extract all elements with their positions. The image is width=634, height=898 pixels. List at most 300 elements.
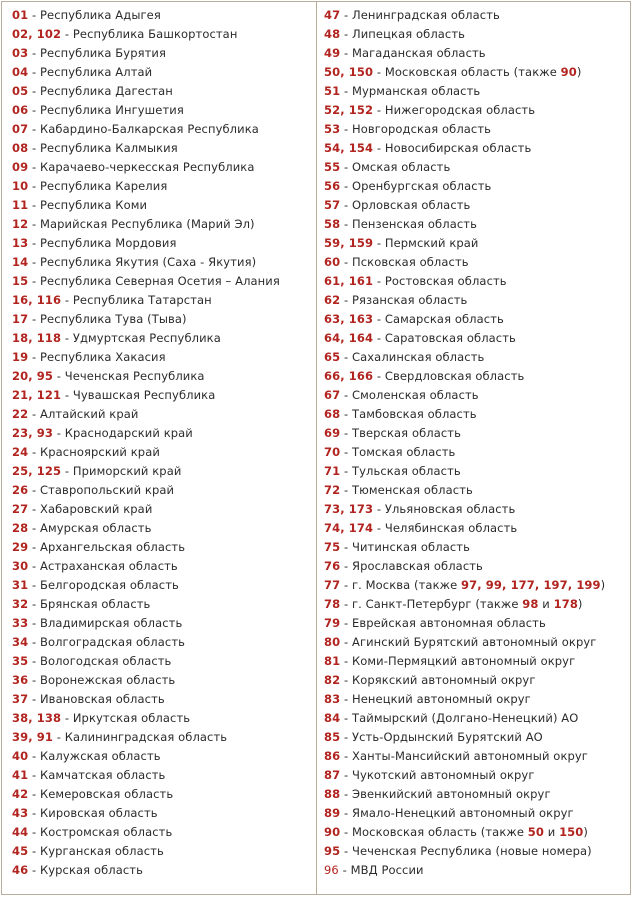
separator: - [340,673,352,687]
alt-code: 50 [527,825,544,839]
region-code: 13 [12,236,29,250]
region-row [324,443,630,462]
separator: - [340,464,352,478]
region-code: 70 [324,445,341,459]
region-name: Республика Татарстан [72,293,212,307]
separator: - [28,692,40,706]
region-row [324,576,630,595]
region-row [324,671,630,690]
region-row [12,652,314,671]
region-code: 52, 152 [324,103,374,117]
region-code: 56 [324,179,341,193]
region-code: 12 [12,217,29,231]
separator: - [340,597,352,611]
separator: - [28,445,40,459]
separator: - [28,217,40,231]
separator: - [28,578,40,592]
separator: - [340,445,352,459]
region-name: Республика Дагестан [39,84,173,98]
region-code: 32 [12,597,29,611]
separator: - [340,198,352,212]
region-row [12,367,314,386]
region-code: 05 [12,84,29,98]
right-column [324,6,630,880]
region-row [324,215,630,234]
region-code: 67 [324,388,341,402]
separator: - [373,369,385,383]
region-code: 80 [324,635,341,649]
separator: - [61,464,73,478]
separator: - [28,635,40,649]
region-name: Новосибирская область [384,141,532,155]
region-code: 86 [324,749,341,763]
separator: - [28,141,40,155]
separator: - [28,483,40,497]
region-row [12,405,314,424]
region-code: 62 [324,293,341,307]
separator: - [373,141,385,155]
separator: - [28,274,40,288]
region-name: Кировская область [39,806,158,820]
region-row [324,253,630,272]
region-code: 24 [12,445,29,459]
region-code: 59, 159 [324,236,374,250]
region-name: Калининградская область [64,730,228,744]
left-column [12,6,314,880]
separator: - [340,293,352,307]
separator: - [28,502,40,516]
separator: - [340,160,352,174]
region-row [12,481,314,500]
region-name: Нижегородская область [384,103,536,117]
region-row [12,614,314,633]
region-name: Томская область [351,445,456,459]
separator: - [28,236,40,250]
separator: - [340,578,352,592]
region-name: Тюменская область [351,483,473,497]
region-code: 58 [324,217,341,231]
region-name: г. Москва (также [351,578,462,592]
separator: - [340,407,352,421]
region-row [12,139,314,158]
region-name: Чукотский автономный округ [351,768,535,782]
region-name: Чеченская Республика (новые номера) [351,844,592,858]
region-code: 95 [324,844,341,858]
region-code: 30 [12,559,29,573]
region-code: 55 [324,160,341,174]
region-row [324,785,630,804]
region-row [12,519,314,538]
separator: - [52,369,65,383]
region-code: 02, 102 [12,27,62,41]
region-code: 82 [324,673,341,687]
region-code: 08 [12,141,29,155]
region-code: 65 [324,350,341,364]
region-name: Кабардино-Балкарская Республика [39,122,259,136]
region-code: 04 [12,65,29,79]
region-name: Курская область [39,863,143,877]
region-code: 78 [324,597,341,611]
region-code: 64, 164 [324,331,374,345]
region-row [12,595,314,614]
region-code: 33 [12,616,29,630]
separator: - [52,730,65,744]
region-name: Алтайский край [39,407,139,421]
region-name: Рязанская область [351,293,468,307]
region-name-suffix: ) [576,65,582,79]
region-name: Ставропольский край [39,483,175,497]
region-name: Новгородская область [351,122,492,136]
region-row [324,424,630,443]
region-name: Липецкая область [351,27,466,41]
region-name-suffix: и [538,597,554,611]
region-row [324,500,630,519]
separator: - [340,692,352,706]
region-name: Приморский край [72,464,182,478]
region-code: 77 [324,578,341,592]
region-row [12,690,314,709]
region-row [12,823,314,842]
separator: - [52,426,65,440]
region-name: Удмуртская Республика [72,331,221,345]
region-name: Республика Мордовия [39,236,177,250]
region-row [324,329,630,348]
separator: - [28,255,40,269]
region-code: 20, 95 [12,369,53,383]
region-code: 84 [324,711,341,725]
region-code: 50, 150 [324,65,374,79]
separator: - [28,521,40,535]
separator: - [28,749,40,763]
region-code: 90 [324,825,341,839]
region-code: 18, 118 [12,331,62,345]
region-code: 15 [12,274,29,288]
region-code: 89 [324,806,341,820]
region-name: Сахалинская область [351,350,485,364]
region-code: 83 [324,692,341,706]
region-row [324,310,630,329]
region-row [12,329,314,348]
region-row [12,177,314,196]
separator: - [28,84,40,98]
region-row [324,272,630,291]
region-code: 54, 154 [324,141,374,155]
region-name: Коми-Пермяцкий автономный округ [351,654,576,668]
region-code: 79 [324,616,341,630]
region-row [12,253,314,272]
region-code: 47 [324,8,341,22]
separator: - [340,388,352,402]
region-code: 53 [324,122,341,136]
region-code: 74, 174 [324,521,374,535]
region-row [12,804,314,823]
separator: - [340,426,352,440]
region-row [324,44,630,63]
separator: - [340,806,352,820]
separator: - [28,198,40,212]
region-name: Московская область (также [384,65,561,79]
region-name: Ивановская область [39,692,165,706]
region-name: Тверская область [351,426,461,440]
region-code: 85 [324,730,341,744]
region-code: 39, 91 [12,730,53,744]
region-row [324,538,630,557]
region-name: Тульская область [351,464,461,478]
region-code: 44 [12,825,29,839]
region-row [12,728,314,747]
separator: - [28,65,40,79]
region-code: 87 [324,768,341,782]
region-name: Ленинградская область [351,8,500,22]
region-name: Ростовская область [384,274,507,288]
region-row [12,215,314,234]
region-row [324,861,630,880]
region-row [324,709,630,728]
separator: - [340,825,352,839]
region-row [324,291,630,310]
region-row [12,500,314,519]
region-row [324,25,630,44]
separator: - [28,122,40,136]
region-code: 43 [12,806,29,820]
region-row [12,101,314,120]
region-row [12,272,314,291]
region-code: 09 [12,160,29,174]
region-code: 35 [12,654,29,668]
region-code: 07 [12,122,29,136]
separator: - [340,350,352,364]
separator: - [340,730,352,744]
separator: - [61,711,73,725]
separator: - [340,616,352,630]
region-row [324,614,630,633]
region-code: 61, 161 [324,274,374,288]
separator: - [28,654,40,668]
separator: - [28,312,40,326]
region-name: Самарская область [384,312,504,326]
region-row [12,6,314,25]
separator: - [340,654,352,668]
separator: - [373,274,385,288]
region-name: Волгоградская область [39,635,185,649]
region-row [324,405,630,424]
region-name: Республика Карелия [39,179,168,193]
region-name: Краснодарский край [64,426,193,440]
region-row [12,785,314,804]
separator: - [373,65,385,79]
region-row [324,804,630,823]
separator: - [28,350,40,364]
separator: - [28,806,40,820]
region-row [324,557,630,576]
separator: - [61,331,73,345]
separator: - [340,217,352,231]
region-code: 60 [324,255,341,269]
region-name: Республика Калмыкия [39,141,178,155]
region-name: Республика Бурятия [39,46,167,60]
region-row [324,386,630,405]
region-row [12,310,314,329]
region-code: 19 [12,350,29,364]
separator: - [373,521,385,535]
region-name: Агинский Бурятский автономный округ [351,635,597,649]
region-row [12,82,314,101]
separator: - [340,27,352,41]
region-name: Хабаровский край [39,502,153,516]
region-code: 11 [12,198,29,212]
alt-code: 97, 99, 177, 197, 199 [461,578,601,592]
separator: - [28,673,40,687]
region-name: Пензенская область [351,217,477,231]
region-code: 26 [12,483,29,497]
region-name: Мурманская область [351,84,481,98]
region-name: Республика Адыгея [39,8,161,22]
region-name: Брянская область [39,597,151,611]
region-row [12,44,314,63]
region-row [324,747,630,766]
region-row [324,652,630,671]
separator: - [61,388,73,402]
region-row [12,747,314,766]
region-name: Тамбовская область [351,407,477,421]
region-name: Камчатская область [39,768,166,782]
region-row [12,291,314,310]
region-code: 42 [12,787,29,801]
separator: - [340,46,352,60]
region-row [12,443,314,462]
region-code: 06 [12,103,29,117]
region-name: Ульяновская область [384,502,516,516]
region-name: Республика Северная Осетия – Алания [39,274,280,288]
region-code: 38, 138 [12,711,62,725]
separator: - [373,236,385,250]
separator: - [28,844,40,858]
region-row [12,633,314,652]
region-name: Еврейская автономная область [351,616,546,630]
region-name: Воронежская область [39,673,176,687]
separator: - [340,8,352,22]
region-code: 71 [324,464,341,478]
region-code: 45 [12,844,29,858]
region-codes-table [1,1,631,895]
region-code: 72 [324,483,341,497]
region-name: Владимирская область [39,616,183,630]
region-code: 46 [12,863,29,877]
region-row [324,348,630,367]
region-code: 29 [12,540,29,554]
region-code: 63, 163 [324,312,374,326]
region-name: Корякский автономный округ [351,673,536,687]
region-row [12,25,314,44]
separator: - [340,768,352,782]
region-name-suffix: ) [600,578,606,592]
region-name: г. Санкт-Петербург (также [351,597,523,611]
region-name: Карачаево-черкесская Республика [39,160,255,174]
separator: - [340,749,352,763]
separator: - [28,863,40,877]
separator: - [340,122,352,136]
separator: - [340,255,352,269]
region-code: 66, 166 [324,369,374,383]
region-row [12,842,314,861]
region-code: 57 [324,198,341,212]
region-code: 37 [12,692,29,706]
region-row [324,823,630,842]
region-row [12,576,314,595]
separator: - [28,559,40,573]
region-row [324,82,630,101]
separator: - [340,84,352,98]
region-name: Чувашская Республика [72,388,216,402]
separator: - [338,863,351,877]
region-name: Ненецкий автономный округ [351,692,531,706]
separator: - [28,46,40,60]
region-code: 01 [12,8,29,22]
region-name: Республика Алтай [39,65,153,79]
region-name: Республика Тува (Тыва) [39,312,187,326]
separator: - [28,825,40,839]
region-name: Чеченская Республика [64,369,205,383]
region-row [324,842,630,861]
region-name: Орловская область [351,198,471,212]
region-row [324,177,630,196]
separator: - [28,768,40,782]
column-divider [316,2,317,894]
separator: - [340,787,352,801]
separator: - [61,293,73,307]
separator: - [28,103,40,117]
region-name: Омская область [351,160,451,174]
region-row [12,462,314,481]
separator: - [340,711,352,725]
region-name: Марийская Республика (Марий Эл) [39,217,255,231]
region-row [12,424,314,443]
region-name: Республика Хакасия [39,350,166,364]
region-code: 76 [324,559,341,573]
region-name: Пермский край [384,236,479,250]
region-name: Иркутская область [72,711,191,725]
region-row [324,139,630,158]
region-row [324,481,630,500]
separator: - [61,27,73,41]
region-row [12,63,314,82]
region-name: Магаданская область [351,46,486,60]
region-row [324,595,630,614]
separator: - [28,616,40,630]
separator: - [373,331,385,345]
region-row [324,101,630,120]
region-row [12,234,314,253]
region-row [324,120,630,139]
region-name: Архангельская область [39,540,186,554]
region-name: Ярославская область [351,559,483,573]
separator: - [340,635,352,649]
region-code: 28 [12,521,29,535]
region-row [324,158,630,177]
region-row [12,709,314,728]
region-row [12,538,314,557]
region-code: 23, 93 [12,426,53,440]
region-name-suffix: и [543,825,560,839]
region-row [12,386,314,405]
region-code: 25, 125 [12,464,62,478]
region-name: Республика Башкортостан [72,27,238,41]
region-row [12,348,314,367]
region-row [324,690,630,709]
region-code: 41 [12,768,29,782]
region-code: 68 [324,407,341,421]
region-code: 03 [12,46,29,60]
